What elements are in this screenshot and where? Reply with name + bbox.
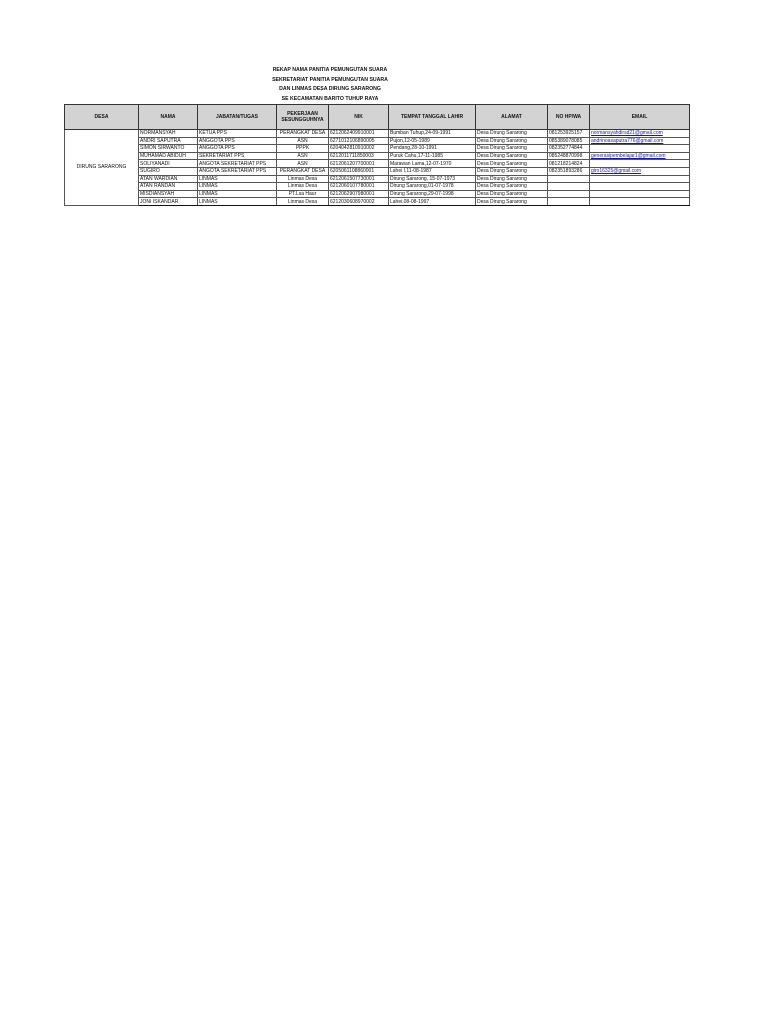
cell-nama: NORMANSYAH [139, 130, 198, 138]
cell-alamat: Desa Dirung Sararong [476, 198, 548, 206]
cell-email[interactable]: giro16325@gmail.com [590, 167, 690, 175]
table-row [65, 167, 690, 175]
cell-email [590, 175, 690, 183]
cell-nama: MUHAMAD ABIDUH [139, 152, 198, 160]
cell-alamat: Desa Dirung Sararong [476, 130, 548, 138]
cell-ttl: Pendang,28-10-1991 [389, 145, 476, 153]
cell-pekerjaan: PPPK [277, 145, 329, 153]
cell-email [590, 198, 690, 206]
cell-ttl: Dirung Sararong,29-07-1998 [389, 190, 476, 198]
cell-hp [548, 198, 590, 206]
cell-email [590, 190, 690, 198]
cell-ttl: Pujon,12-05-1989 [389, 137, 476, 145]
cell-alamat: Desa Dirung Sararong [476, 160, 548, 168]
cell-pekerjaan: Linmas Desa [277, 175, 329, 183]
cell-ttl: Puruk Cahu,17-11-1985 [389, 152, 476, 160]
report-title [230, 66, 430, 104]
title-line-1: REKAP NAMA PANITIA PEMUNGUTAN SUARA [272, 67, 388, 73]
cell-hp [548, 190, 590, 198]
table-row [65, 175, 690, 183]
cell-nik: 6204042810910002 [329, 145, 389, 153]
table-row [65, 137, 690, 145]
table-row [65, 130, 690, 138]
cell-nik: 6212061507730001 [329, 175, 389, 183]
title-line-4: SE KECAMATAN BARITO TUHUP RAYA [281, 95, 379, 102]
cell-ttl: Dirung Sararong,01-07-1978 [389, 183, 476, 191]
cell-alamat: Desa Dirung Sararong [476, 145, 548, 153]
table-row [65, 160, 690, 168]
cell-jabatan: SEKRETARIAT PPS [198, 152, 277, 160]
table-header-row [65, 105, 690, 130]
cell-alamat: Desa Dirung Sararong [476, 175, 548, 183]
table-row [65, 145, 690, 153]
cell-pekerjaan: PERANGKAT DESA [277, 130, 329, 138]
cell-nama: ATAN RANDAN [139, 183, 198, 191]
cell-nik: 6212061207700001 [329, 160, 389, 168]
col-header-hp: NO HP/WA [548, 105, 590, 130]
cell-nik: 6212011711850003 [329, 152, 389, 160]
cell-nama: MISDIANSYAH [139, 190, 198, 198]
cell-alamat: Desa Dirung Sararong [476, 183, 548, 191]
cell-pekerjaan: ASN [277, 137, 329, 145]
cell-ttl: Bumban Tuhup,24-09-1991 [389, 130, 476, 138]
cell-ttl: Lahei I,11-08-1987 [389, 167, 476, 175]
cell-alamat: Desa Dirung Sararong [476, 137, 548, 145]
cell-hp: 081253925157 [548, 130, 590, 138]
cell-jabatan: ANGOTA SEKRETARIAT PPS [198, 160, 277, 168]
cell-jabatan: LINMAS [198, 175, 277, 183]
cell-email [590, 145, 690, 153]
cell-nik: 6212062409910001 [329, 130, 389, 138]
cell-nik: 6212060107780001 [329, 183, 389, 191]
cell-pekerjaan: Linmas Desa [277, 198, 329, 206]
table-row [65, 183, 690, 191]
cell-ttl: Lahei,08-08-1997 [389, 198, 476, 206]
cell-email[interactable]: andrinoasaputra776@gmail.com [590, 137, 690, 145]
cell-nik: 6212062907980001 [329, 190, 389, 198]
col-header-nama: NAMA [139, 105, 198, 130]
cell-nik: 6271012106890005 [329, 137, 389, 145]
cell-alamat: Desa Dirung Sararong [476, 152, 548, 160]
col-header-jabatan: JABATAN/TUGAS [198, 105, 277, 130]
cell-jabatan: ANGGOTA PPS [198, 145, 277, 153]
cell-alamat: Desa Dirung Sararong [476, 190, 548, 198]
cell-email [590, 183, 690, 191]
cell-nama: ANDRI SAPUTRA [139, 137, 198, 145]
cell-jabatan: KETUA PPS [198, 130, 277, 138]
cell-hp: 081218214824 [548, 160, 590, 168]
cell-hp: 082351893286 [548, 167, 590, 175]
table-row [65, 198, 690, 206]
cell-nama: SUGIRO [139, 167, 198, 175]
cell-jabatan: ANGGOTA PPS [198, 137, 277, 145]
cell-jabatan: ANGOTA SEKRETARIAT PPS [198, 167, 277, 175]
cell-email [590, 160, 690, 168]
cell-nama: SIMON SIRWANTO [139, 145, 198, 153]
recap-table [64, 104, 690, 206]
table-row [65, 152, 690, 160]
cell-jabatan: LINMAS [198, 183, 277, 191]
col-header-nik: NIK [329, 105, 389, 130]
cell-hp: 085248870998 [548, 152, 590, 160]
cell-email[interactable]: normansyahdirsd21@gmail.com [590, 130, 690, 138]
cell-nik: 6205061108860001 [329, 167, 389, 175]
cell-ttl: Marawan Lama,12-07-1970 [389, 160, 476, 168]
cell-email[interactable]: generasipembelajar1@gmail.com [590, 152, 690, 160]
col-header-desa: DESA [65, 105, 139, 130]
cell-pekerjaan: ASN [277, 160, 329, 168]
cell-ttl: Dirung Sararong, 15-07-1973 [389, 175, 476, 183]
title-line-2: SEKRETARIAT PANITIA PEMUNGUTAN SUARA [272, 76, 388, 83]
cell-jabatan: LINMAS [198, 198, 277, 206]
col-header-email: EMAIL [590, 105, 690, 130]
table-body [65, 130, 690, 206]
cell-hp: 085389078085 [548, 137, 590, 145]
cell-pekerjaan: PERANGKAT DESA [277, 167, 329, 175]
cell-pekerjaan: Linmas Desa [277, 183, 329, 191]
cell-pekerjaan: ASN [277, 152, 329, 160]
col-header-alamat: ALAMAT [476, 105, 548, 130]
cell-jabatan: LINMAS [198, 190, 277, 198]
cell-hp [548, 183, 590, 191]
title-line-3: DAN LINMAS DESA DIRUNG SARARONG [279, 86, 381, 92]
cell-hp [548, 175, 590, 183]
cell-hp: 082352774844 [548, 145, 590, 153]
cell-pekerjaan: PT.Lsa Haur [277, 190, 329, 198]
cell-desa: DIRUNG SARARONG [65, 130, 139, 206]
cell-nik: 6212030608970002 [329, 198, 389, 206]
col-header-pekerjaan: PEKERJAAN SESUNGGUHNYA [277, 105, 329, 130]
table-row [65, 190, 690, 198]
cell-nama: ATAN WARDIAN [139, 175, 198, 183]
cell-nama: JONI ISKANDAR [139, 198, 198, 206]
col-header-ttl: TEMPAT TANGGAL LAHIR [389, 105, 476, 130]
cell-nama: SOLIYANADI [139, 160, 198, 168]
cell-alamat: Desa Dirung Sararong [476, 167, 548, 175]
